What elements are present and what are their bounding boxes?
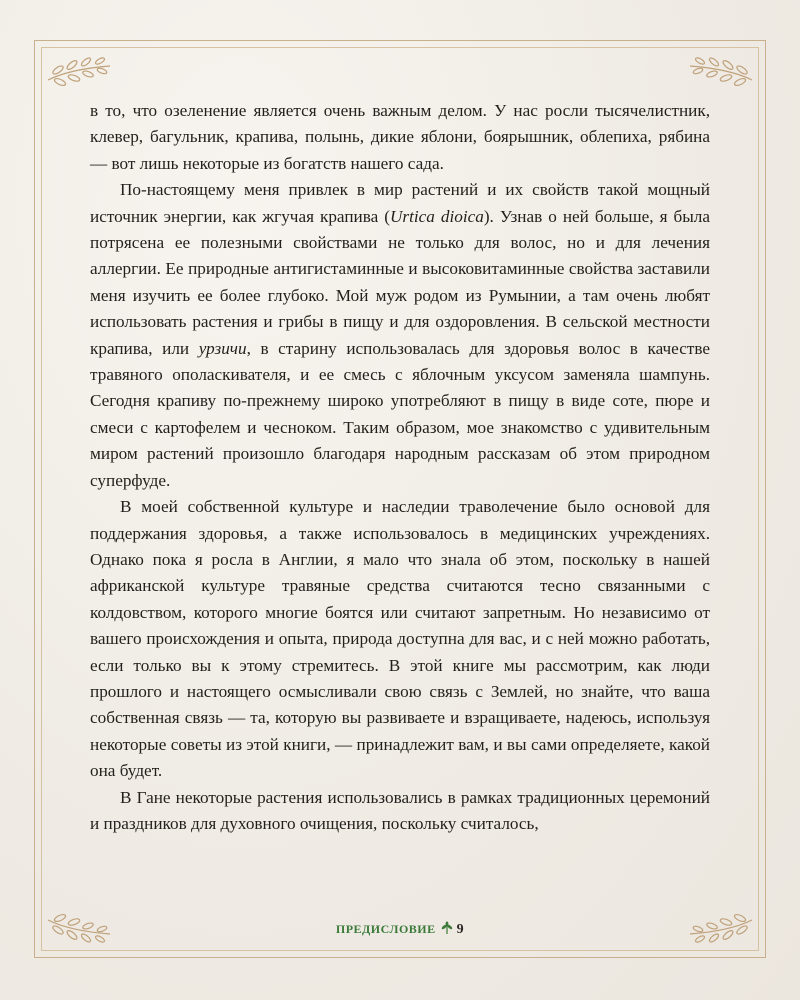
leaf-sprig-icon	[440, 921, 454, 939]
latin-plant-name: Urtica dioica	[389, 206, 484, 226]
paragraph	[90, 98, 710, 177]
paragraph-text: В моей собственной культуре и наследии траволечение было основой для поддержания здоровья, а также использовалось в медицинских учреждениях. Однако пока я росла в Англии, я мало что знала об этом, поскольку в нашей африканской культуре травяные средства считаются тесно связанными с колдовством, которого многие боятся или считают запретным. Но независимо от вашего происхождения и опыта, природа доступна для вас, и с ней можно работать, если только вы к этому стремитесь. В этой книге мы рассмотрим, как люди прошлого и настоящего осмысливали свою связь с Землей, но знайте, что ваша собственная связь — та, которую вы развиваете и взращиваете, надеюсь, используя некоторые советы из этой книги, — принадлежит вам, и вы сами определяете, какой она будет.	[90, 497, 710, 781]
section-label: ПРЕДИСЛОВИЕ	[335, 922, 436, 936]
paragraph	[90, 177, 710, 494]
paragraph-text: По-настоящему меня привлек в мир растений и их свойств такой мощный источник энергии, как жгучая крапива (	[90, 180, 710, 226]
romanian-plant-name: урзичи	[198, 338, 247, 358]
paragraph-text: в то, что озеленение является очень важным делом. У нас росли тысячелистник, клевер, багульник, крапива, полынь, дикие яблони, боярышник, облепиха, рябина — вот лишь некоторые из богатств нашего сада.	[90, 101, 710, 173]
paragraph	[90, 785, 710, 838]
paragraph-text: , в старину использовалась для здоровья волос в качестве травяного ополаскивателя, и ее смесь с яблочным уксусом заменяла шампунь. Сегодня крапиву по-прежнему широко употребляют в пищу в виде соте, пюре и смеси с картофелем и чесноком. Таким образом, мое знакомство с удивительным миром растений произошло благодаря народным рассказам об этом природном суперфуде.	[90, 338, 711, 490]
body-text	[90, 98, 710, 837]
paragraph-text: ). Узнав о ней больше, я была потрясена ее полезными свойствами не только для волос, но и для лечения аллергии. Ее природные антигистаминные и высоковитаминные свойства заставили меня изучить ее более глубоко. Мой муж родом из Румынии, а там очень любят использовать растения и грибы в пищу и для оздоровления. В сельской местности крапива, или	[90, 206, 710, 358]
page-footer	[0, 921, 800, 939]
paragraph-text: В Гане некоторые растения использовались в рамках традиционных церемоний и праздников для духовного очищения, поскольку считалось,	[90, 787, 710, 833]
laurel-branch-icon	[44, 50, 116, 90]
page-number: 9	[456, 922, 465, 937]
paragraph	[90, 494, 710, 784]
laurel-branch-icon	[684, 50, 756, 90]
